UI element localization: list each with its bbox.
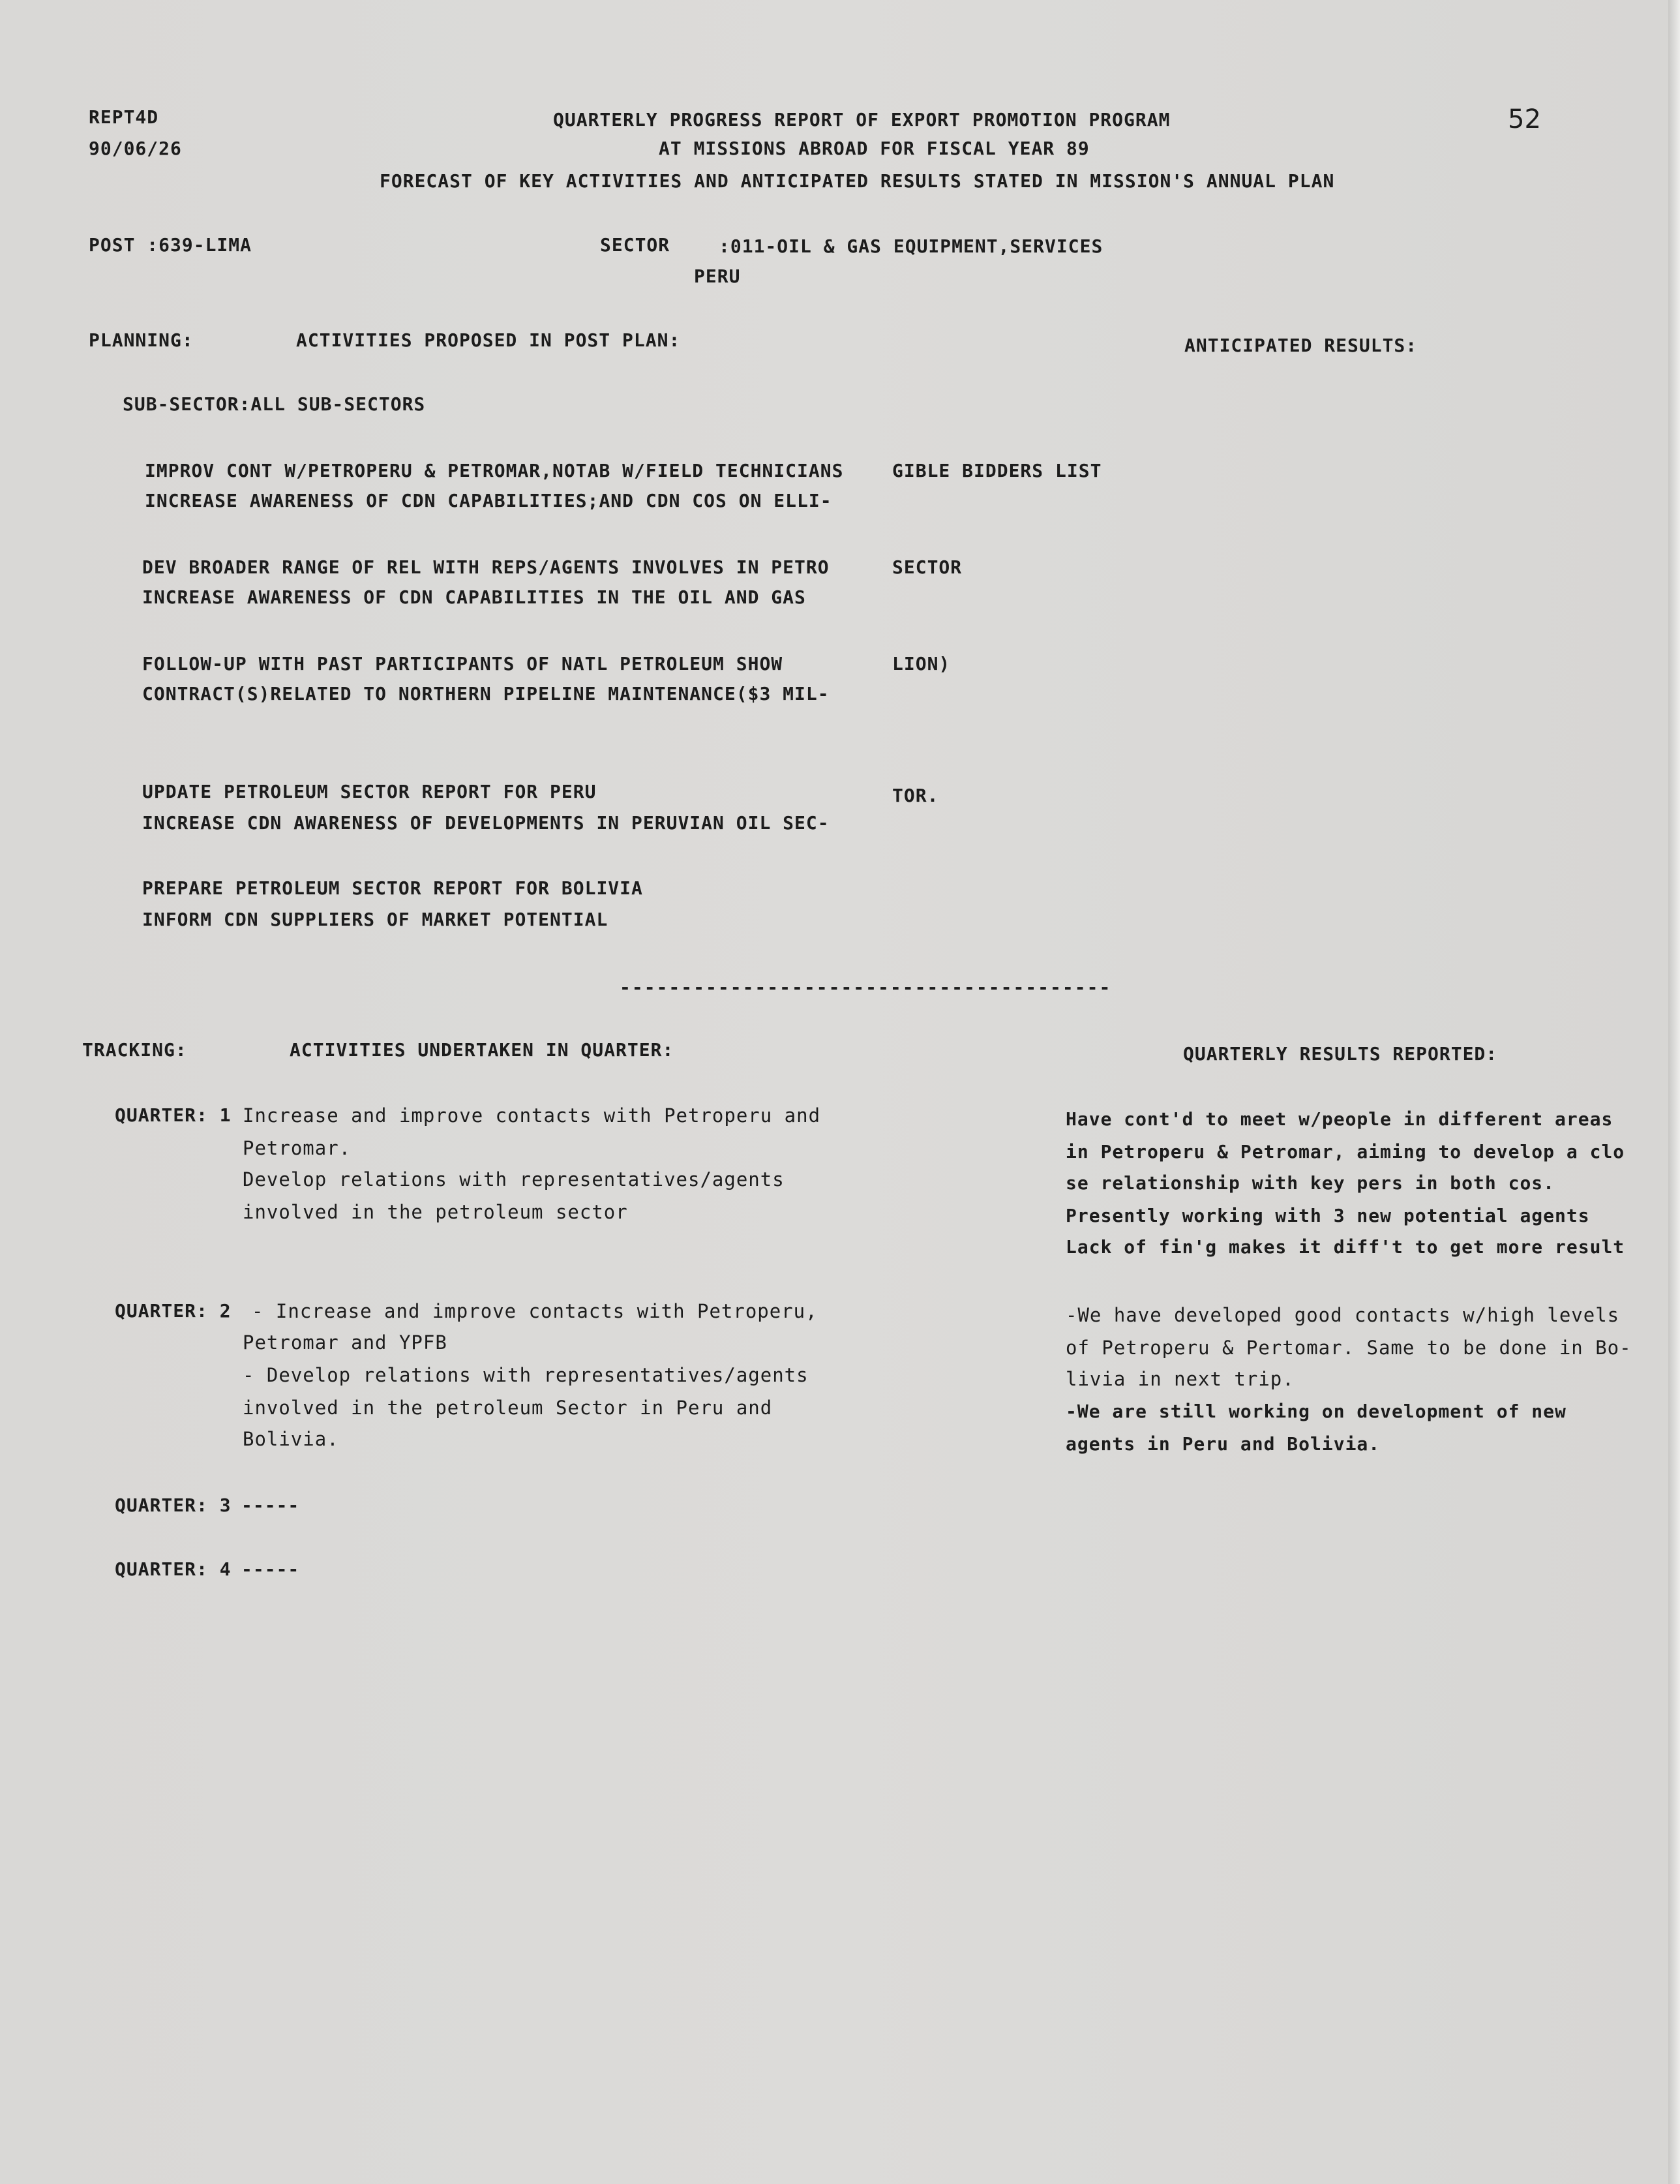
country: PERU xyxy=(694,265,741,287)
quarter-activity-line: involved in the petroleum sector xyxy=(243,1201,628,1223)
quarter-result-line: -We have developed good contacts w/high levels xyxy=(1066,1304,1620,1326)
quarter-result-line: se relationship with key pers in both cos. xyxy=(1066,1172,1555,1194)
quarter-result-line: Have cont'd to meet w/people in different areas xyxy=(1066,1108,1613,1130)
subsector: SUB-SECTOR:ALL SUB-SECTORS xyxy=(123,393,426,415)
planning-activity-line: FOLLOW-UP WITH PAST PARTICIPANTS OF NATL PETROLEUM SHOW xyxy=(142,653,783,675)
quarter-label: QUARTER: 2 xyxy=(115,1300,232,1322)
sector-label: SECTOR xyxy=(600,234,670,256)
anticipated-results-heading: ANTICIPATED RESULTS: xyxy=(1184,335,1418,356)
quarter-result-line: agents in Peru and Bolivia. xyxy=(1066,1433,1381,1455)
quarter-label: QUARTER: 3 xyxy=(115,1494,232,1516)
page-number: 52 xyxy=(1508,104,1541,134)
quarter-activity-line: ----- xyxy=(241,1494,300,1516)
planning-result: SECTOR xyxy=(892,556,963,578)
quarterly-results-heading: QUARTERLY RESULTS REPORTED: xyxy=(1183,1043,1498,1065)
planning-activity-line: UPDATE PETROLEUM SECTOR REPORT FOR PERU xyxy=(142,781,597,802)
quarter-result-line: of Petroperu & Pertomar. Same to be done in Bo- xyxy=(1066,1337,1632,1359)
planning-activity-line: INCREASE CDN AWARENESS OF DEVELOPMENTS IN PERUVIAN OIL SEC- xyxy=(142,812,830,834)
title-line-3: FORECAST OF KEY ACTIVITIES AND ANTICIPATED RESULTS STATED IN MISSION'S ANNUAL PLAN xyxy=(380,170,1335,192)
page-edge xyxy=(1668,0,1680,2184)
report-id: REPT4D xyxy=(89,106,159,128)
quarter-activity-line: Develop relations with representatives/agents xyxy=(243,1168,785,1191)
quarter-activity-line: Bolivia. xyxy=(243,1428,339,1450)
tracking-activities-heading: ACTIVITIES UNDERTAKEN IN QUARTER: xyxy=(290,1039,674,1061)
tracking-label: TRACKING: xyxy=(82,1039,187,1061)
quarter-label: QUARTER: 1 xyxy=(115,1104,232,1126)
quarter-activity-line: ----- xyxy=(241,1558,300,1580)
quarter-result-line: Lack of fin'g makes it diff't to get more result xyxy=(1066,1236,1625,1258)
planning-result: LION) xyxy=(892,653,951,675)
quarter-activity-line: - Increase and improve contacts with Petroperu, xyxy=(252,1300,818,1322)
planning-activity-line: CONTRACT(S)RELATED TO NORTHERN PIPELINE MAINTENANCE($3 MIL- xyxy=(142,683,830,705)
quarter-activity-line: Increase and improve contacts with Petroperu and xyxy=(243,1104,821,1127)
quarter-activity-line: Petromar and YPFB xyxy=(243,1331,447,1354)
planning-activity-line: DEV BROADER RANGE OF REL WITH REPS/AGENTS INVOLVES IN PETRO xyxy=(142,556,830,578)
planning-result: GIBLE BIDDERS LIST xyxy=(892,460,1102,481)
section-separator: ---------------------------------------- xyxy=(620,977,1112,998)
planning-activity-line: INFORM CDN SUPPLIERS OF MARKET POTENTIAL xyxy=(142,909,608,930)
planning-activity-line: IMPROV CONT W/PETROPERU & PETROMAR,NOTAB W/FIELD TECHNICIANS xyxy=(145,460,844,481)
quarter-activity-line: - Develop relations with representatives/agents xyxy=(243,1364,809,1386)
quarter-activity-line: involved in the petroleum Sector in Peru and xyxy=(243,1397,773,1419)
planning-activity-line: INCREASE AWARENESS OF CDN CAPABILITIES IN THE OIL AND GAS xyxy=(142,586,806,608)
quarter-result-line: Presently working with 3 new potential agents xyxy=(1066,1205,1590,1226)
quarter-result-line: livia in next trip. xyxy=(1066,1368,1295,1390)
title-line-1: QUARTERLY PROGRESS REPORT OF EXPORT PROMOTION PROGRAM xyxy=(553,109,1171,130)
planning-result: TOR. xyxy=(892,785,939,806)
planning-activities-heading: ACTIVITIES PROPOSED IN POST PLAN: xyxy=(296,329,681,351)
report-date: 90/06/26 xyxy=(89,138,182,159)
quarter-activity-line: Petromar. xyxy=(243,1137,352,1159)
sector-value: :011-OIL & GAS EQUIPMENT,SERVICES xyxy=(719,235,1103,257)
planning-activity-line: INCREASE AWARENESS OF CDN CAPABILITIES;AND CDN COS ON ELLI- xyxy=(145,490,832,511)
post-label: POST :639-LIMA xyxy=(89,234,252,256)
planning-activity-line: PREPARE PETROLEUM SECTOR REPORT FOR BOLIVIA xyxy=(142,877,643,899)
planning-label: PLANNING: xyxy=(89,329,194,351)
quarter-result-line: -We are still working on development of new xyxy=(1066,1401,1567,1422)
title-line-2: AT MISSIONS ABROAD FOR FISCAL YEAR 89 xyxy=(659,138,1090,159)
quarter-result-line: in Petroperu & Petromar, aiming to develop a clo xyxy=(1066,1141,1625,1162)
quarter-label: QUARTER: 4 xyxy=(115,1558,232,1580)
